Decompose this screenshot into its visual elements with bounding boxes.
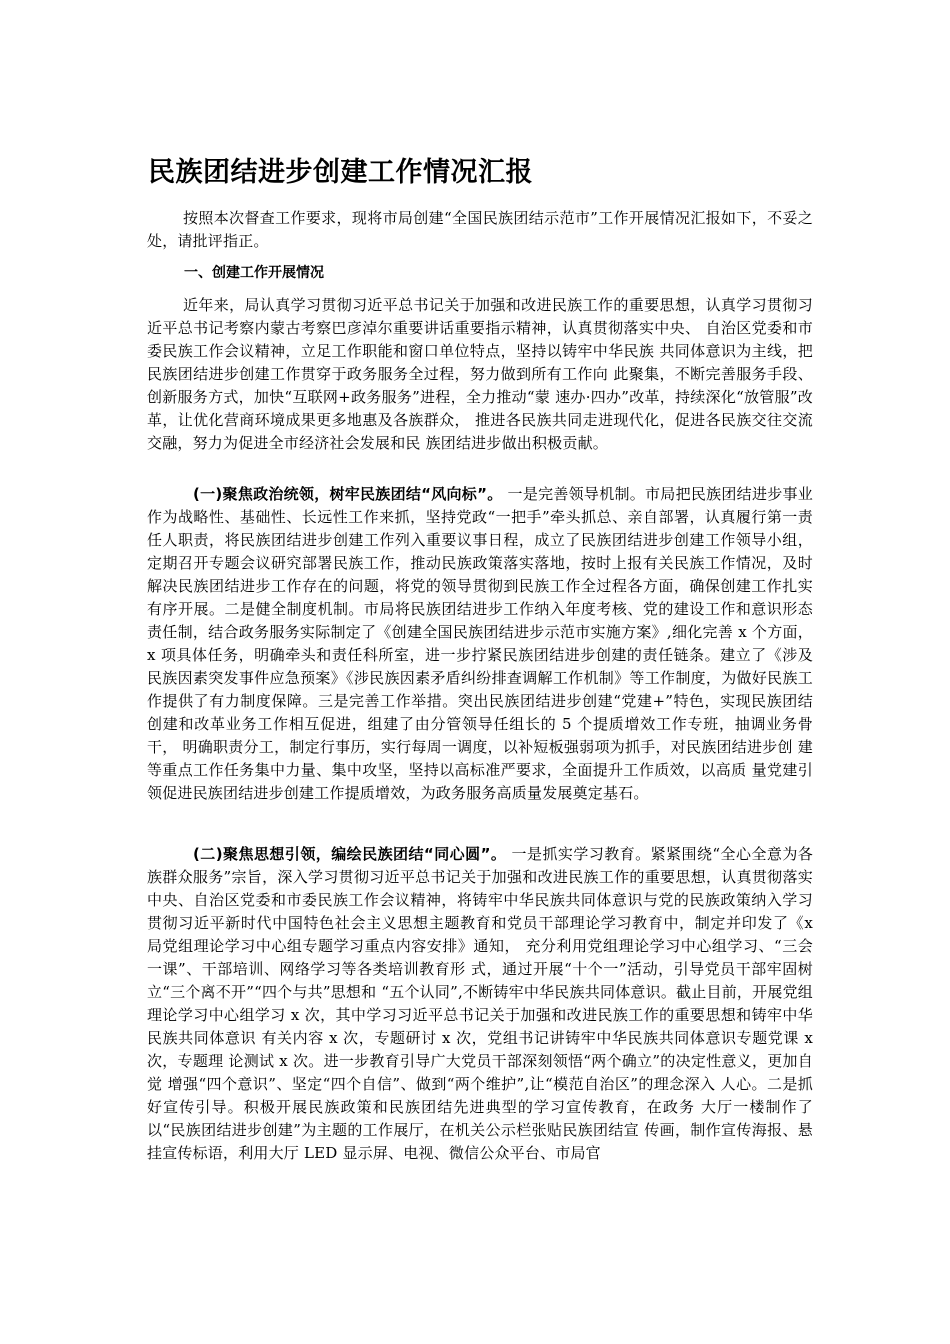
item-1-heading: (一)聚焦政治统领，树牢民族团结“风向标”。: [193, 485, 503, 503]
item-2-body: 一是抓实学习教育。紧紧围绕“全心全意为各族群众服务”宗旨，深入学习贯彻习近平总书记关于加强和改进民族工作的重要思想，认真贯彻落实中央、自治区党委和市委民族工作会议精神，将铸牢中华民族共同体意识与党的民族政策纳入学习贯彻习近平新时代中国特色社会主义思想主题教育和党员干部理论学习教育中，制定并印发了《x 局党组理论学习中心组专题学习重点内容安排》通知， 充分利用党组理论学习中心组学习、“三会一课”、干部培训、网络学习等各类培训教育形 式，通过开展“十个一”活动，引导党员干部牢固树立“三个离不开”“四个与共”思想和 “五个认同”,不断铸牢中华民族共同体意识。截止目前，开展党组理论学习中心组学习 x 次，其中学习习近平总书记关于加强和改进民族工作的重要思想和铸牢中华民族共同体意识 有关内容 x 次，专题研讨 x 次，党组书记讲铸牢中华民族共同体意识专题党课 x 次，专题理 论测试 x 次。进一步教育引导广大党员干部深刻领悟“两个确立”的决定性意义，更加自觉 增强“四个意识”、坚定“四个自信”、做到“两个维护”,让“模范自治区”的理念深入 人心。二是抓好宣传引导。积极开展民族政策和民族团结先进典型的学习宣传教育，在政务 大厅一楼制作了以“民族团结进步创建”为主题的工作展厅，在机关公示栏张贴民族团结宣 传画，制作宣传海报、悬挂宣传标语，利用大厅 LED 显示屏、电视、微信公众平台、市局官: [147, 845, 813, 1162]
item-1-body: 一是完善领导机制。市局把民族团结进步事业作为战略性、基础性、长远性工作来抓，坚持党政“一把手”牵头抓总、亲自部署，认真履行第一责任人职责，将民族团结进步创建工作列入重要议事日程，成立了民族团结进步创建工作领导小组，定期召开专题会议研究部署民族工作，推动民族政策落实落地，按时上报有关民族工作情况，及时解决民族团结进步工作存在的问题，将党的领导贯彻到民族工作全过程各方面，确保创建工作扎实有序开展。二是健全制度机制。市局将民族团结进步工作纳入年度考核、党的建设工作和意识形态责任制，结合政务服务实际制定了《创建全国民族团结进步示范市实施方案》,细化完善 x 个方面， x 项具体任务，明确牵头和责任科所室，进一步拧紧民族团结进步创建的责任链条。建立了《涉及民族因素突发事件应急预案》《涉民族因素矛盾纠纷排查调解工作机制》等工作制度，为做好民族工作提供了有力制度保障。三是完善工作举措。突出民族团结进步创建“党建+”特色，实现民族团结创建和改革业务工作相互促进，组建了由分管领导任组长的 5 个提质增效工作专班，抽调业务骨干， 明确职责分工，制定行事历，实行每周一调度，以补短板强弱项为抓手，对民族团结进步创 建等重点工作任务集中力量、集中攻坚，坚持以高标准严要求，全面提升工作质效，以高质 量党建引领促进民族团结进步创建工作提质增效，为政务服务高质量发展奠定基石。: [147, 485, 813, 802]
document-title: 民族团结进步创建工作情况汇报: [148, 157, 533, 188]
section-heading: 一、创建工作开展情况: [184, 265, 324, 281]
intro-paragraph: 按照本次督查工作要求，现将市局创建“全国民族团结示范市”工作开展情况汇报如下，不妥之处，请批评指正。: [147, 209, 813, 250]
section-paragraph-overview: 近年来，局认真学习贯彻习近平总书记关于加强和改进民族工作的重要思想，认真学习贯彻习近平总书记考察内蒙古考察巴彦淖尔重要讲话重要指示精神，认真贯彻落实中央、 自治区党委和市委民族工作会议精神，立足工作职能和窗口单位特点，坚持以铸牢中华民族 共同体意识为主线，把民族团结进步创建工作贯穿于政务服务全过程，努力做到所有工作向 此聚集，不断完善服务手段、创新服务方式，加快“互联网+政务服务”进程，全力推动“蒙 速办·四办”改革，持续深化“放管服”改革，让优化营商环境成果更多地惠及各族群众， 推进各民族共同走进现代化，促进各民族交往交流交融，努力为促进全市经济社会发展和民 族团结进步做出积极贡献。: [147, 296, 813, 452]
section-paragraph-item-2: [147, 843, 813, 1165]
section-paragraph-item-1: [147, 483, 813, 805]
item-2-heading: (二)聚焦思想引领，编绘民族团结“同心圆”。: [193, 845, 507, 863]
